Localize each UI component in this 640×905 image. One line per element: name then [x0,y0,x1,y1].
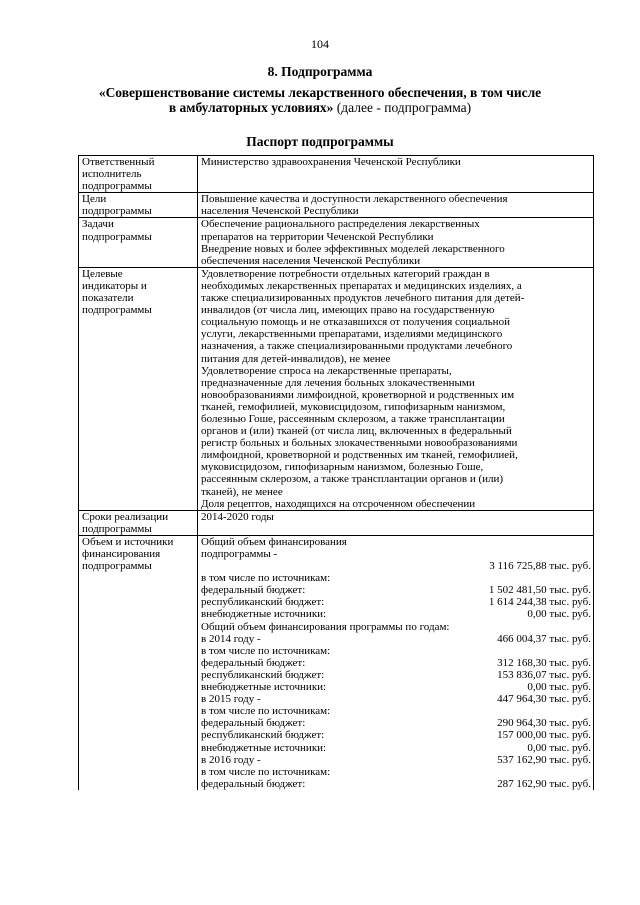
passport-table [78,155,594,790]
finance-line [201,742,591,754]
content-line: инвалидов (от числа лиц, имеющих право на государственную [201,304,495,317]
finance-line-label: республиканский бюджет: [201,596,325,609]
finance-line [201,766,591,778]
finance-line [201,584,591,596]
finance-line-amount: 312 168,30 тыс. руб. [497,656,591,669]
content-line: Доля рецептов, находящихся на отсроченном обеспечении [201,497,476,510]
finance-line [201,693,591,705]
content-line: Повышение качества и доступности лекарственного обеспечения [201,193,508,206]
finance-intro-line: Общий объем финансирования [201,535,347,548]
content-line: Министерство здравоохранения Чеченской Республики [201,156,461,168]
finance-line-amount: 0,00 тыс. руб. [527,681,591,694]
finance-line-amount: 447 964,30 тыс. руб. [497,693,591,706]
table-row [79,193,594,218]
finance-line-amount: 1 614 244,38 тыс. руб. [488,596,591,609]
finance-line-label: республиканский бюджет: [201,729,325,742]
finance-line [201,621,591,633]
finance-line-amount: 466 004,37 тыс. руб. [497,632,591,645]
row-content [198,156,594,193]
table-row [79,510,594,535]
content-line: регистр больных и больных злокачественными новообразованиями [201,437,518,450]
finance-lines [201,572,591,790]
finance-content [198,535,594,789]
finance-line [201,705,591,717]
finance-line [201,572,591,584]
row-label [79,218,198,267]
finance-line [201,596,591,608]
finance-line-label: внебюджетные источники: [201,681,327,694]
finance-line [201,633,591,645]
finance-line [201,608,591,620]
finance-line [201,729,591,741]
passport-title: Паспорт подпрограммы [246,134,394,149]
row-label [79,193,198,218]
content-line: тканей, гемофилией, муковисцидозом, гипофизарным нанизмом, [201,400,506,413]
row-content [198,193,594,218]
row-label [79,156,198,193]
content-line: лимфоидной, кроветворной и родственных им тканей, гемофилией, [201,449,518,462]
finance-total: 3 116 725,88 тыс. руб. [489,560,591,573]
content-line: питания для детей-инвалидов), не менее [201,352,391,365]
finance-line-label: в 2015 году - [201,693,261,706]
finance-line-amount: 287 162,90 тыс. руб. [497,777,591,790]
finance-line [201,669,591,681]
content-line: социальную помощь и не отказавшихся от получения социальной [201,316,510,329]
finance-line [201,754,591,766]
label-line: подпрограммы [82,304,152,317]
content-line: тканей), не менее [201,485,283,498]
row-label [79,510,198,535]
finance-line [201,778,591,790]
content-line: болезнью Гоше, рассеянным склерозом, а также трансплантации [201,412,505,425]
content-line: препаратов на территории Чеченской Республики [201,230,434,243]
finance-line-amount: 0,00 тыс. руб. [527,608,591,621]
label-line: Целевые [82,267,123,280]
label-line: Объем и источники [82,535,174,548]
label-line: исполнитель [82,168,142,181]
content-line: органов и (или) тканей (от числа лиц, включенных в федеральный [201,425,512,438]
finance-line-amount: 157 000,00 тыс. руб. [497,729,591,742]
page-number: 104 [311,37,329,51]
finance-line-label: в 2016 году - [201,753,261,766]
finance-line [201,681,591,693]
label-line: Ответственный [82,156,155,168]
label-line: Задачи [82,218,114,231]
content-line: Обеспечение рационального распределения лекарственных [201,218,480,231]
label-line: Сроки реализации [82,510,169,523]
content-line: услуги, лекарственными препаратами, изделиями медицинского [201,328,503,341]
finance-line-amount: 537 162,90 тыс. руб. [497,753,591,766]
subprogram-title [40,85,600,115]
finance-line-label: в том числе по источникам: [201,765,331,778]
row-label [79,535,198,789]
finance-line [201,717,591,729]
finance-intro-line: подпрограммы - [201,548,278,560]
content-line: Внедрение новых и более эффективных моделей лекарственного [201,242,505,255]
row-content [198,510,594,535]
finance-line-amount: 1 502 481,50 тыс. руб. [488,584,591,597]
passport-table-body [79,156,594,790]
finance-line-label: внебюджетные источники: [201,608,327,621]
label-line: подпрограммы [82,522,152,535]
finance-line-amount: 153 836,07 тыс. руб. [497,668,591,681]
content-line: необходимых лекарственных препаратах и медицинских изделиях, а [201,279,522,292]
row-label [79,267,198,510]
finance-line-amount: 0,00 тыс. руб. [527,741,591,754]
finance-line-label: в том числе по источникам: [201,644,331,657]
finance-line-label: в том числе по источникам: [201,572,331,585]
label-line: подпрограммы [82,560,152,573]
finance-line-label: Общий объем финансирования программы по годам: [201,620,450,633]
label-line: Цели [82,193,107,206]
label-line: подпрограммы [82,230,152,243]
subprogram-title-suffix: (далее - подпрограмма) [333,100,472,115]
label-line: индикаторы и [82,279,147,292]
table-row-finance [79,535,594,789]
finance-line-amount: 290 964,30 тыс. руб. [497,717,591,730]
finance-line-label: в 2014 году - [201,632,261,645]
finance-line-label: республиканский бюджет: [201,668,325,681]
label-line: подпрограммы [82,180,152,193]
label-line: финансирования [82,548,161,560]
content-line: новообразованиями лимфоидной, кроветворной и родственных им [201,388,515,401]
label-line: показатели [82,292,134,305]
finance-line-label: федеральный бюджет: [201,584,306,597]
table-row [79,267,594,510]
finance-line [201,645,591,657]
subprogram-number-heading: 8. Подпрограмма [267,64,373,79]
content-line: населения Чеченской Республики [201,205,359,218]
content-line: муковисцидозом, гипофизарным нанизмом, болезнью Гоше, [201,461,484,474]
content-line: назначения, а также специализированными продуктами лечебного [201,340,513,353]
label-line: подпрограммы [82,205,152,218]
finance-line-label: в том числе по источникам: [201,705,331,718]
content-line: 2014-2020 годы [201,510,274,523]
content-line: Удовлетворение спроса на лекарственные препараты, [201,364,452,377]
finance-line-label: внебюджетные источники: [201,741,327,754]
row-content [198,218,594,267]
finance-line [201,657,591,669]
row-content [198,267,594,510]
table-row [79,156,594,193]
subprogram-title-line: в амбулаторных условиях» [168,100,334,115]
content-line: Удовлетворение потребности отдельных категорий граждан в [201,267,490,280]
content-line: рассеянным склерозом, а также трансплантации органов и (или) [201,473,504,486]
table-row [79,218,594,267]
content-line: обеспечения населения Чеченской Республики [201,254,421,267]
finance-line-label: федеральный бюджет: [201,656,306,669]
finance-line-label: федеральный бюджет: [201,717,306,730]
content-line: предназначенные для лечения больных злокачественными [201,376,475,389]
content-line: также специализированных продуктов лечебного питания для детей- [201,292,525,305]
subprogram-title-line: «Совершенствование системы лекарственного обеспечения, в том числе [98,85,542,100]
finance-line-label: федеральный бюджет: [201,777,306,790]
